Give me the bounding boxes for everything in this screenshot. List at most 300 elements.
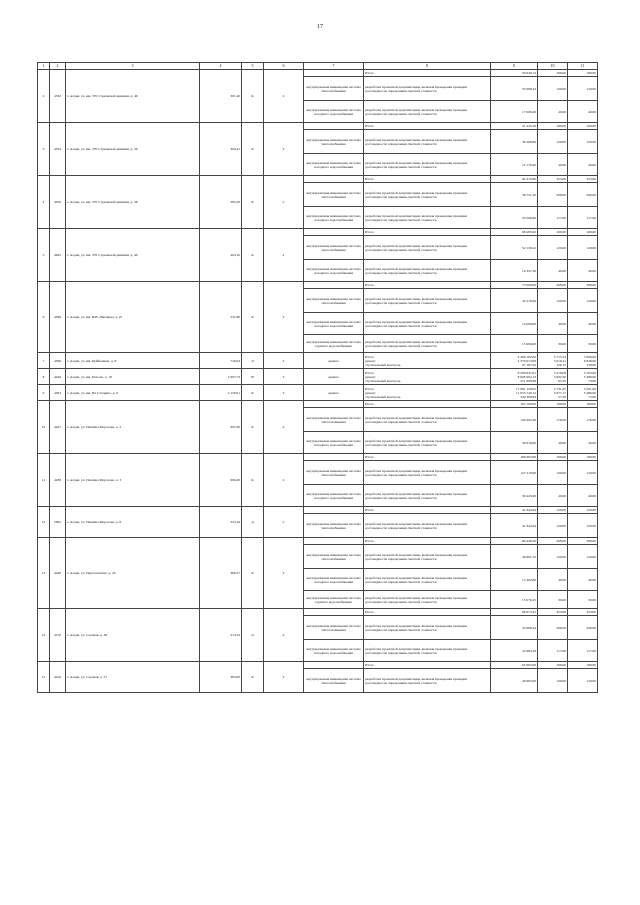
work-cost — [491, 289, 538, 313]
work-cost — [491, 401, 538, 408]
work-unit-cost — [538, 609, 568, 616]
house-floors: 2 — [264, 70, 304, 123]
work-item-unit-cost: 120,15 — [556, 362, 566, 367]
work-unit-cost — [538, 432, 568, 454]
work-type: внутридомовая инженерная система теплоснабжения — [304, 461, 364, 485]
house-id: 4429 — [50, 369, 66, 385]
work-unit-cost — [538, 507, 568, 514]
house-area: 905,20 — [200, 401, 242, 454]
work-max-cost — [568, 335, 598, 353]
work-max-cost — [568, 461, 598, 485]
work-type: внутридомовая инженерная система теплоснабжения — [304, 514, 364, 538]
work-max-cost — [568, 313, 598, 335]
house-area: 996,20 — [200, 454, 242, 507]
work-unit-cost — [538, 408, 568, 432]
work-item-name: разработка проектной документации, включая проведение проверки достоверности определения сметной стоимости — [365, 339, 467, 348]
house-id: 4440 — [50, 538, 66, 609]
work-cost — [491, 77, 538, 101]
work-cost — [491, 385, 538, 401]
work-item-max-cost: 129,00 — [586, 245, 596, 250]
work-item-max-cost: 39,00 — [588, 597, 596, 602]
work-max-cost — [568, 507, 598, 514]
work-unit-cost — [538, 282, 568, 289]
work-item-max-cost: 117,00 — [586, 648, 596, 653]
work-items — [364, 461, 491, 485]
house-area: 726,03 — [200, 353, 242, 369]
work-item-name: разработка проектной документации, включая проведение проверки достоверности определения сметной стоимости — [365, 319, 467, 328]
work-item-cost: 126 492,40 — [520, 417, 536, 422]
work-item-unit-cost: 40,00 — [558, 109, 566, 114]
work-unit-cost — [538, 176, 568, 183]
work-item-name: разработка проектной документации, включая проведение проверки достоверности определения сметной стоимости — [365, 575, 467, 584]
work-item-cost: 35 688,34 — [522, 86, 536, 91]
work-item-max-cost: 206,00 — [586, 192, 596, 197]
work-item-max-cost: 40,00 — [588, 162, 596, 167]
work-item-cost: 8 508 947,81 — [517, 370, 536, 375]
column-header-4: 4 — [200, 63, 242, 70]
work-item-max-cost: 208,00 — [586, 283, 596, 287]
work-type: внутридомовая инженерная система теплоснабжения — [304, 545, 364, 569]
work-max-cost — [568, 432, 598, 454]
row-number: 13 — [38, 538, 50, 609]
work-max-cost — [568, 545, 598, 569]
work-type: внутридомовая инженерная система холодного водоснабжения — [304, 207, 364, 229]
work-item-cost: 4 466 162,82 — [517, 354, 536, 359]
work-cost — [491, 662, 538, 669]
house-address: г. Алдан, ул. им. Ю. Гагарина, д. 6 — [66, 385, 200, 401]
work-items — [364, 662, 491, 669]
house-floors: 2 — [264, 229, 304, 282]
house-id: 4554 — [50, 123, 66, 176]
work-item-cost: 15 699,00 — [522, 341, 536, 346]
work-item-unit-cost: 206,00 — [556, 625, 566, 630]
work-item-unit-cost: 208,00 — [556, 283, 566, 287]
work-unit-cost — [538, 77, 568, 101]
row-number: 15 — [38, 662, 50, 693]
work-item-name: разработка проектной документации, включая проведение проверки достоверности определения сметной стоимости — [365, 137, 467, 146]
work-items — [364, 545, 491, 569]
work-items — [364, 123, 491, 130]
house-id: 4150 — [50, 609, 66, 662]
work-cost — [491, 70, 538, 77]
row-number: 8 — [38, 369, 50, 385]
work-type: внутридомовая инженерная система теплоснабжения — [304, 408, 364, 432]
work-items — [364, 313, 491, 335]
house-floors: 2 — [264, 123, 304, 176]
work-item-cost: 166 663,80 — [520, 455, 536, 459]
work-item-cost: 49 861,55 — [522, 554, 536, 559]
work-item-name: Итого — [365, 230, 374, 234]
house-address: г. Алдан, ул. им. Куйбышева, д. 8 — [66, 353, 200, 369]
work-type — [304, 282, 364, 289]
work-type — [304, 229, 364, 236]
work-item-max-cost: 129,00 — [586, 470, 596, 475]
house-class: Д — [242, 507, 264, 538]
work-unit-cost — [538, 616, 568, 640]
work-item-name: разработка проектной документации, включая проведение проверки достоверности определения сметной стоимости — [365, 552, 467, 561]
house-area: 301,40 — [200, 70, 242, 123]
work-type: внутридомовая инженерная система холодного водоснабжения — [304, 432, 364, 454]
work-item-cost: 80 446,56 — [522, 539, 536, 543]
work-items — [364, 454, 491, 461]
work-items — [364, 591, 491, 609]
work-item-name: Итого — [365, 402, 374, 406]
house-class: К — [242, 385, 264, 401]
column-header-7: 7 — [304, 63, 364, 70]
work-item-name: Итого — [365, 124, 374, 128]
work-item-unit-cost: 206,00 — [556, 192, 566, 197]
work-max-cost — [568, 229, 598, 236]
house-class: К — [242, 176, 264, 229]
work-items — [364, 101, 491, 123]
work-item-cost: 39 445,90 — [522, 493, 536, 498]
work-item-unit-cost: 169,00 — [556, 402, 566, 406]
work-item-max-cost: 3 763,00 — [583, 370, 596, 375]
work-item-max-cost: 206,00 — [586, 625, 596, 630]
house-address: г. Алдан, ул. Садовая, д. 36 — [66, 609, 200, 662]
work-item-name: разработка проектной документации, включая проведение проверки достоверности определения сметной стоимости — [365, 84, 467, 93]
house-class: К — [242, 70, 264, 123]
work-item-name: разработка проектной документации, включая проведение проверки достоверности определения сметной стоимости — [365, 243, 467, 252]
work-type: внутридомовая инженерная система холодного водоснабжения — [304, 485, 364, 507]
work-type — [304, 123, 364, 130]
work-items — [364, 289, 491, 313]
table-row — [38, 401, 598, 408]
work-item-max-cost: 169,00 — [586, 402, 596, 406]
work-item-name: разработка проектной документации, включая проведение проверки достоверности определения сметной стоимости — [365, 296, 467, 305]
work-item-name: строительный контроль — [365, 362, 401, 367]
row-number: 5 — [38, 229, 50, 282]
work-unit-cost — [538, 130, 568, 154]
work-unit-cost — [538, 538, 568, 545]
work-item-unit-cost: 129,00 — [556, 470, 566, 475]
work-item-name: строительный контроль — [365, 378, 401, 383]
work-item-max-cost: 7 006,00 — [583, 354, 596, 359]
work-type — [304, 507, 364, 514]
work-item-unit-cost: 40,00 — [558, 577, 566, 582]
work-max-cost — [568, 609, 598, 616]
work-items — [364, 369, 491, 385]
work-max-cost — [568, 207, 598, 229]
house-class: К — [242, 123, 264, 176]
work-item-cost: 340 389,83 — [520, 394, 536, 399]
work-cost — [491, 207, 538, 229]
house-address: г. Алдан, ул. Пертезанских, д. 43 — [66, 538, 200, 609]
work-item-name: разработка проектной документации, включая проведение проверки достоверности определения сметной стоимости — [365, 266, 467, 275]
house-area: 304,41 — [200, 123, 242, 176]
work-unit-cost — [538, 70, 568, 77]
work-item-unit-cost: 208,00 — [556, 539, 566, 543]
work-item-max-cost: 40,00 — [588, 109, 596, 114]
work-max-cost — [568, 569, 598, 591]
house-area: 404,10 — [200, 229, 242, 282]
house-id: 4596 — [50, 353, 66, 369]
work-unit-cost — [538, 335, 568, 353]
work-max-cost — [568, 101, 598, 123]
work-item-cost: 68 485,62 — [522, 230, 536, 234]
work-cost — [491, 353, 538, 369]
work-type: внутридомовая инженерная система горячего водоснабжения — [304, 335, 364, 353]
work-unit-cost — [538, 101, 568, 123]
work-item-name: Итого — [365, 283, 374, 287]
work-type: внутридомовая инженерная система горячего водоснабжения — [304, 591, 364, 609]
work-item-name: Итого — [365, 354, 374, 359]
house-floors: 2 — [264, 454, 304, 507]
house-area: 385,00 — [200, 662, 242, 693]
work-item-cost: 87 187,92 — [522, 362, 536, 367]
work-item-unit-cost: 40,00 — [558, 440, 566, 445]
work-item-max-cost: 40,00 — [588, 440, 596, 445]
work-type — [304, 609, 364, 616]
work-item-name: Итого — [365, 663, 374, 667]
work-item-unit-cost: 129,00 — [556, 554, 566, 559]
table-row — [38, 229, 598, 236]
house-id: 4532 — [50, 70, 66, 123]
work-item-cost: 165 108,00 — [520, 402, 536, 406]
table-row — [38, 123, 598, 130]
work-cost — [491, 538, 538, 545]
column-header-6: 6 — [264, 63, 304, 70]
work-item-max-cost: 40,00 — [588, 268, 596, 273]
table-body — [38, 63, 598, 693]
work-type — [304, 538, 364, 545]
work-item-cost: 11 653 740,12 — [516, 390, 536, 395]
work-unit-cost — [538, 401, 568, 408]
work-item-max-cost: 3 561,00 — [583, 386, 596, 391]
work-unit-cost — [538, 369, 568, 385]
house-class: К — [242, 662, 264, 693]
work-max-cost — [568, 130, 598, 154]
work-item-cost: 43 989,24 — [522, 625, 536, 630]
work-item-cost: 92 319,60 — [522, 177, 536, 181]
house-floors: 3 — [264, 369, 304, 385]
house-address: г. Алдан, ул. Павлика Морозова, д. 3 — [66, 454, 200, 507]
work-cost — [491, 260, 538, 282]
work-item-name: строительный контроль — [365, 394, 401, 399]
work-max-cost — [568, 485, 598, 507]
work-cost — [491, 616, 538, 640]
work-item-unit-cost: 169,00 — [556, 230, 566, 234]
table-row — [38, 538, 598, 545]
work-type — [304, 662, 364, 669]
work-cost — [491, 514, 538, 538]
work-max-cost — [568, 454, 598, 461]
work-item-max-cost: 169,00 — [586, 663, 596, 667]
work-item-unit-cost: 169,00 — [556, 663, 566, 667]
work-item-cost: 17 008,40 — [522, 109, 536, 114]
work-item-name: Итого — [365, 370, 374, 375]
work-item-name: разработка проектной документации, включая проведение проверки достоверности определения сметной стоимости — [365, 438, 467, 447]
work-item-name: разработка проектной документации, включая проведение проверки достоверности определения сметной стоимости — [365, 623, 467, 632]
work-cost — [491, 101, 538, 123]
work-max-cost — [568, 662, 598, 669]
work-items — [364, 130, 491, 154]
house-address: г. Алдан, ул. им. Попова, д. 19 — [66, 369, 200, 385]
house-area: 323,16 — [200, 507, 242, 538]
work-type: внутридомовая инженерная система холодного водоснабжения — [304, 569, 364, 591]
work-item-max-cost: 129,00 — [586, 554, 596, 559]
work-item-unit-cost: 40,00 — [558, 268, 566, 273]
work-items — [364, 282, 491, 289]
work-item-cost: 52 139,22 — [522, 245, 536, 250]
row-number: 9 — [38, 385, 50, 401]
work-item-name: ремонт — [365, 390, 376, 395]
work-item-max-cost: 75,00 — [588, 394, 596, 399]
work-type: внутридомовая инженерная система теплоснабжения — [304, 236, 364, 260]
house-address: г. Алдан, ул. Павлика Морозова, д. 2 — [66, 401, 200, 454]
house-id: 4456 — [50, 176, 66, 229]
work-max-cost — [568, 289, 598, 313]
work-items — [364, 408, 491, 432]
work-type: крыша — [304, 385, 364, 401]
table-row — [38, 454, 598, 461]
work-item-cost: 14 080,00 — [522, 321, 536, 326]
table-row — [38, 353, 598, 369]
work-unit-cost — [538, 591, 568, 609]
work-item-cost: 33 568,40 — [522, 215, 536, 220]
work-type — [304, 454, 364, 461]
work-item-cost: 15 076,25 — [522, 597, 536, 602]
row-number: 3 — [38, 123, 50, 176]
work-unit-cost — [538, 569, 568, 591]
work-item-cost: 24 984,18 — [522, 648, 536, 653]
work-cost — [491, 154, 538, 176]
house-class: Д — [242, 353, 264, 369]
work-unit-cost — [538, 669, 568, 693]
work-unit-cost — [538, 154, 568, 176]
row-number: 4 — [38, 176, 50, 229]
work-items — [364, 669, 491, 693]
house-address: г. Алдан, ул. им. 370 Стрелковой дивизии, д. 40 — [66, 70, 200, 123]
header-row — [38, 63, 598, 70]
work-max-cost — [568, 385, 598, 401]
house-area: 251,80 — [200, 282, 242, 353]
work-item-max-cost: 208,00 — [586, 539, 596, 543]
work-cost — [491, 176, 538, 183]
work-unit-cost — [538, 545, 568, 569]
work-item-max-cost: 40,00 — [588, 321, 596, 326]
work-item-cost: 8 096 962,13 — [517, 374, 536, 379]
work-type: внутридомовая инженерная система холодного водоснабжения — [304, 313, 364, 335]
house-area: 385,20 — [200, 176, 242, 229]
table-row — [38, 609, 598, 616]
work-items — [364, 176, 491, 183]
work-unit-cost — [538, 229, 568, 236]
work-unit-cost — [538, 385, 568, 401]
work-item-unit-cost: 117,00 — [556, 648, 566, 653]
work-item-cost: 65 065,00 — [522, 663, 536, 667]
work-item-max-cost: 73,00 — [588, 378, 596, 383]
work-item-unit-cost: 3 092,50 — [553, 374, 566, 379]
row-number: 14 — [38, 609, 50, 662]
table-row — [38, 507, 598, 514]
work-max-cost — [568, 591, 598, 609]
work-cost — [491, 454, 538, 461]
work-max-cost — [568, 154, 598, 176]
capital-repair-table — [37, 62, 598, 693]
work-type: внутридомовая инженерная система холодного водоснабжения — [304, 260, 364, 282]
work-items — [364, 260, 491, 282]
work-cost — [491, 432, 538, 454]
work-item-unit-cost: 129,00 — [556, 678, 566, 683]
work-item-name: разработка проектной документации, включая проведение проверки достоверности определения сметной стоимости — [365, 190, 467, 199]
work-max-cost — [568, 282, 598, 289]
work-item-name: разработка проектной документации, включая проведение проверки достоверности определения сметной стоимости — [365, 595, 467, 604]
work-type — [304, 70, 364, 77]
work-item-cost: 127 218,90 — [520, 470, 536, 475]
work-item-name: Итого — [365, 539, 374, 543]
work-max-cost — [568, 514, 598, 538]
work-type: внутридомовая инженерная система теплоснабжения — [304, 77, 364, 101]
work-items — [364, 616, 491, 640]
table-row — [38, 369, 598, 385]
work-item-unit-cost: 169,00 — [556, 124, 566, 128]
work-type: внутридомовая инженерная система теплоснабжения — [304, 130, 364, 154]
work-cost — [491, 236, 538, 260]
column-header-8: 8 — [364, 63, 491, 70]
work-item-name: разработка проектной документации, включая проведение проверки достоверности определения сметной стоимости — [365, 676, 467, 685]
work-item-cost: 43 276,99 — [522, 298, 536, 303]
table-row — [38, 385, 598, 401]
work-type: внутридомовая инженерная система теплоснабжения — [304, 183, 364, 207]
house-class: Д — [242, 609, 264, 662]
work-items — [364, 229, 491, 236]
work-items — [364, 77, 491, 101]
work-items — [364, 236, 491, 260]
house-class: К — [242, 401, 264, 454]
work-items — [364, 154, 491, 176]
house-address: г. Алдан, ул. им. В.В. Линтвена, д. 25 — [66, 282, 200, 353]
row-number: 6 — [38, 282, 50, 353]
work-unit-cost — [538, 485, 568, 507]
work-type: крыша — [304, 369, 364, 385]
work-max-cost — [568, 669, 598, 693]
work-cost — [491, 669, 538, 693]
house-class: В — [242, 369, 264, 385]
work-cost — [491, 545, 538, 569]
work-unit-cost — [538, 353, 568, 369]
work-item-unit-cost: 39,00 — [558, 597, 566, 602]
work-item-unit-cost: 176,00 — [556, 417, 566, 422]
work-item-cost: 4 376 074,99 — [517, 358, 536, 363]
house-id: 5065 — [50, 507, 66, 538]
work-item-max-cost: 176,00 — [586, 417, 596, 422]
work-cost — [491, 183, 538, 207]
work-item-name: Итого — [365, 177, 374, 181]
work-type: внутридомовая инженерная система холодного водоснабжения — [304, 640, 364, 662]
work-item-cost: 41 843,64 — [522, 523, 536, 528]
work-cost — [491, 408, 538, 432]
work-cost — [491, 313, 538, 335]
work-items — [364, 569, 491, 591]
work-item-cost: 68 973,42 — [522, 610, 536, 614]
work-item-name: Итого — [365, 610, 374, 614]
work-type — [304, 176, 364, 183]
work-item-max-cost: 3 488,00 — [583, 374, 596, 379]
work-item-max-cost: 169,00 — [586, 230, 596, 234]
work-max-cost — [568, 260, 598, 282]
work-type: внутридомовая инженерная система холодного водоснабжения — [304, 101, 364, 123]
table-row — [38, 662, 598, 669]
work-item-unit-cost: 3 418,09 — [553, 370, 566, 375]
work-cost — [491, 461, 538, 485]
work-item-cost: 11 981 120,05 — [516, 386, 536, 391]
house-floors: 2 — [264, 538, 304, 609]
work-item-unit-cost: 40,00 — [558, 321, 566, 326]
work-items — [364, 514, 491, 538]
house-floors: 3 — [264, 385, 304, 401]
work-cost — [491, 591, 538, 609]
